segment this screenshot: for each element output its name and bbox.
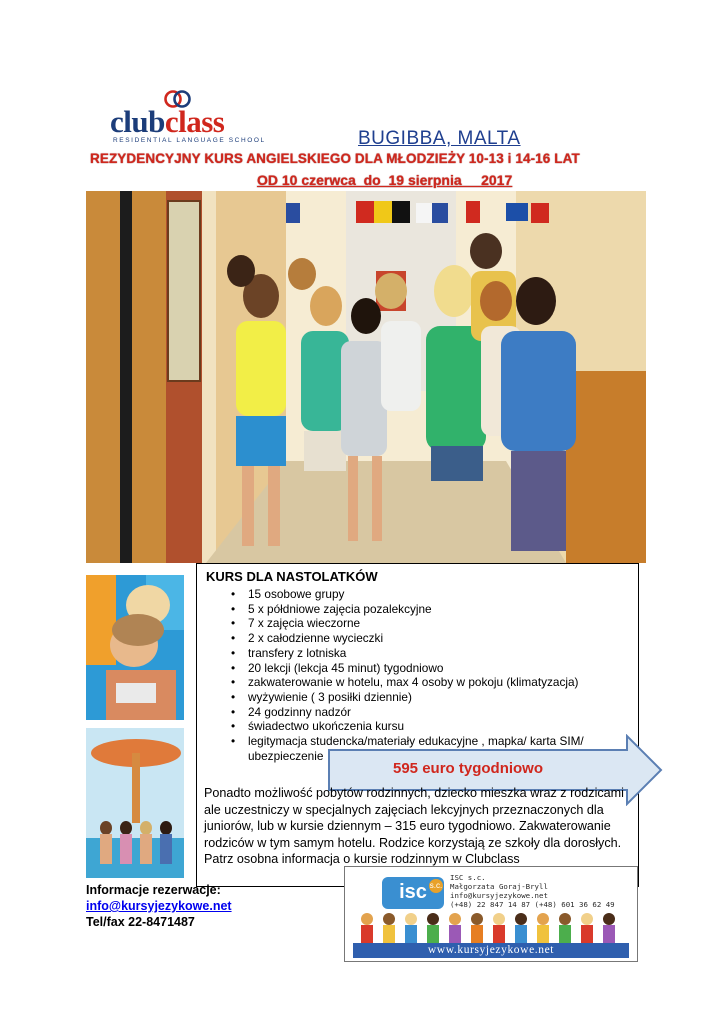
list-item: • 24 godzinny nadzór bbox=[228, 705, 618, 720]
girls-waterpark-photo bbox=[86, 575, 184, 720]
price-label: 595 euro tygodniowo bbox=[393, 760, 544, 777]
isc-advertisement bbox=[344, 866, 638, 962]
list-item: • świadectwo ukończenia kursu bbox=[228, 719, 618, 734]
list-item: • transfery z lotniska bbox=[228, 646, 618, 661]
isc-logo: isc bbox=[382, 877, 444, 909]
list-item: • 5 x półdniowe zajęcia pozalekcyjne bbox=[228, 602, 618, 617]
course-dates: OD 10 czerwca do 19 sierpnia 2017 bbox=[257, 172, 513, 188]
ad-email: info@kursyjezykowe.net bbox=[450, 891, 548, 900]
course-title: KURS DLA NASTOLATKÓW bbox=[206, 569, 378, 584]
list-item: • wyżywienie ( 3 posiłki dziennie) bbox=[228, 690, 618, 705]
list-item: • 7 x zajęcia wieczorne bbox=[228, 616, 618, 631]
ad-phones: (+48) 22 847 14 87 (+48) 601 36 62 49 bbox=[450, 900, 615, 909]
list-item: • 15 osobowe grupy bbox=[228, 587, 618, 602]
list-item: • zakwaterowanie w hotelu, max 4 osoby w pokoju (klimatyzacja) bbox=[228, 675, 618, 690]
contact-email-link[interactable]: info@kursyjezykowe.net bbox=[86, 899, 232, 913]
ad-company: ISC s.c. bbox=[450, 873, 486, 882]
logo-class: class bbox=[164, 104, 225, 139]
location-heading: BUGIBBA, MALTA bbox=[358, 128, 521, 149]
course-subtitle: REZYDENCYJNY KURS ANGIELSKIEGO DLA MŁODZIEŻY 10-13 i 14-16 LAT bbox=[90, 151, 580, 166]
contact-phone: Tel/fax 22-8471487 bbox=[86, 915, 195, 929]
group-pool-photo bbox=[86, 728, 184, 878]
isc-logo-sc: s.c. bbox=[429, 879, 443, 893]
family-course-paragraph: Ponadto możliwość pobytów rodzinnych, dziecko mieszka wraz z rodzicami ale uczestniczy w specjalnych zajęciach lekcyjnych przeznaczonych dla juniorów, lub w kursie dziennym – 315 euro tygodniowo. Zakwaterowanie rodziców w tym samym hotelu. Rodzice korzystają ze szkoły dla dorosłych. Patrz osobna informacja o kursie rodzinnym w Clubclass bbox=[204, 786, 624, 867]
contact-label: Informacje rezerwacje: bbox=[86, 883, 221, 897]
logo-wordmark bbox=[110, 104, 224, 140]
list-item: • 2 x całodzienne wycieczki bbox=[228, 631, 618, 646]
ad-website-link[interactable]: www.kursyjezykowe.net bbox=[353, 943, 629, 958]
ad-person: Małgorzata Goraj-Bryll bbox=[450, 882, 548, 891]
logo-tagline: RESIDENTIAL LANGUAGE SCHOOL bbox=[113, 137, 266, 144]
list-item: • 20 lekcji (lekcja 45 minut) tygodniowo bbox=[228, 661, 618, 676]
students-hallway-photo bbox=[86, 191, 646, 563]
list-item: • legitymacja studencka/materiały edukacyjne , mapka/ karta SIM/ ubezpieczenie bbox=[228, 734, 618, 763]
logo-club: club bbox=[110, 104, 165, 139]
people-illustration-icon bbox=[353, 911, 629, 945]
